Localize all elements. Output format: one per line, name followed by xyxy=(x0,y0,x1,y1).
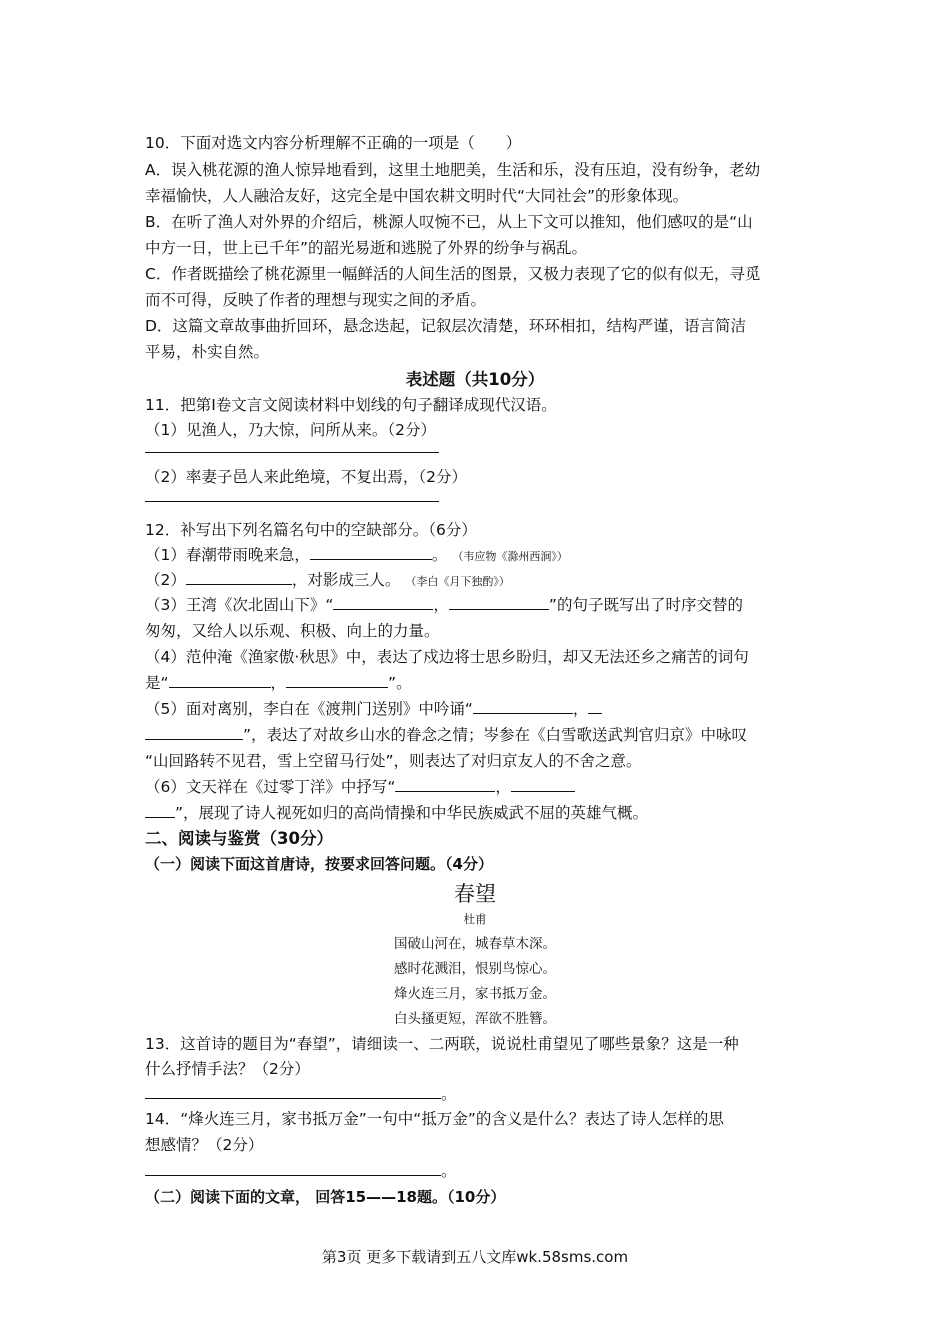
q12-item-5-comma: ， xyxy=(572,700,589,718)
q11-part2: （2）率妻子邑人来此绝境，不复出焉，（2分） xyxy=(145,468,467,486)
q12-item-6-rest: ”，展现了诗人视死如归的高尚情操和中华民族威武不屈的英雄气概。 xyxy=(175,804,649,822)
section-heading-express: 表述题（共10分） xyxy=(405,370,545,389)
part1-heading: （一）阅读下面这首唐诗，按要求回答问题。（4分） xyxy=(145,855,493,873)
poem-line-3: 烽火连三月，家书抵万金。 xyxy=(394,986,556,1002)
q12-blank-5a[interactable] xyxy=(473,698,573,714)
q10-option-b: B．在听了渔人对外界的介绍后，桃源人叹惋不已，从上下文可以推知，他们感叹的是“山 xyxy=(145,213,753,231)
q11-answer-line-1[interactable] xyxy=(145,452,439,453)
q12-item-6-comma: ， xyxy=(495,778,511,796)
q12-item-5-text: （5）面对离别，李白在《渡荆门送别》中吟诵“ xyxy=(145,700,473,718)
q12-blank-4a[interactable] xyxy=(169,672,271,688)
q14-answer xyxy=(145,1160,457,1182)
q12-item-3-rest: ”的句子既写出了时序交替的 xyxy=(548,596,743,614)
q12-item-6 xyxy=(145,776,575,798)
poem-line-2: 感时花溅泪，恨别鸟惊心。 xyxy=(394,961,556,977)
q13-stem-cont: 什么抒情手法？（2分） xyxy=(145,1060,310,1078)
q12-item-2-source: （李白《月下独酌》） xyxy=(405,575,510,588)
q12-stem: 12．补写出下列名篇名句中的空缺部分。（6分） xyxy=(145,521,477,539)
section-heading-reading: 二、阅读与鉴赏（30分） xyxy=(145,829,333,848)
q10-option-d: D．这篇文章故事曲折回环，悬念迭起，记叙层次清楚，环环相扣，结构严谨，语言简洁 xyxy=(145,317,746,335)
q12-item-3 xyxy=(145,594,743,616)
q11-answer-line-2[interactable] xyxy=(145,501,439,502)
q12-item-6-cont xyxy=(145,802,648,824)
q12-blank-5b[interactable] xyxy=(145,724,243,740)
q11-part1: （1）见渔人，乃大惊，问所从来。（2分） xyxy=(145,421,436,439)
q12-blank-3b[interactable] xyxy=(449,594,549,610)
q12-item-2-end: ，对影成三人。 xyxy=(291,571,401,589)
q12-item-4-open: 是“ xyxy=(145,674,169,692)
q14-stem-cont: 想感情？（2分） xyxy=(145,1136,264,1154)
q14-answer-line[interactable] xyxy=(145,1160,441,1176)
q10-option-a-cont: 幸福愉快，人人融洽友好，这完全是中国农耕文明时代“大同社会”的形象体现。 xyxy=(145,187,689,205)
q12-item-5-cont xyxy=(145,724,747,746)
q12-item-4-close: ”。 xyxy=(388,674,412,692)
q12-item-4: （4）范仲淹《渔家傲·秋思》中，表达了戍边将士思乡盼归，却又无法还乡之痛苦的词句 xyxy=(145,648,749,666)
q12-item-5 xyxy=(145,698,602,720)
q12-blank-6b[interactable] xyxy=(145,802,175,818)
page-footer[interactable]: 第3页 更多下载请到五八文库wk.58sms.com xyxy=(321,1248,629,1266)
q10-stem: 10．下面对选文内容分析理解不正确的一项是（ ） xyxy=(145,134,522,152)
q12-item-1-source: （韦应物《滁州西涧》） xyxy=(452,550,568,563)
q12-item-1 xyxy=(145,544,568,568)
q10-option-c-cont: 而不可得，反映了作者的理想与现实之间的矛盾。 xyxy=(145,291,487,309)
q12-item-4-comma: ， xyxy=(270,674,287,692)
q12-item-5-rest: ”，表达了对故乡山水的眷念之情；岑参在《白雪歌送武判官归京》中咏叹 xyxy=(243,726,748,744)
q11-stem: 11．把第Ⅰ卷文言文阅读材料中划线的句子翻译成现代汉语。 xyxy=(145,396,557,414)
q12-blank-2[interactable] xyxy=(186,569,292,585)
q12-item-6-text: （6）文天祥在《过零丁洋》中抒写“ xyxy=(145,778,396,796)
q12-blank-5b-start[interactable] xyxy=(588,698,602,714)
q12-item-1-end: 。 xyxy=(431,546,448,564)
poem-line-1: 国破山河在，城春草木深。 xyxy=(394,936,556,952)
poem-author: 杜甫 xyxy=(463,912,487,926)
q12-blank-6b-start[interactable] xyxy=(511,776,575,792)
part2-heading: （二）阅读下面的文章， 回答15——18题。（10分） xyxy=(145,1188,506,1206)
q10-option-b-cont: 中方一日，世上已千年”的韶光易逝和逃脱了外界的纷争与祸乱。 xyxy=(145,239,588,257)
q12-item-3-cont: 匆匆，又给人以乐观、积极、向上的力量。 xyxy=(145,622,440,640)
q13-answer xyxy=(145,1083,457,1105)
q14-answer-end: 。 xyxy=(441,1162,457,1180)
q13-answer-line[interactable] xyxy=(145,1083,441,1099)
q10-option-c: C．作者既描绘了桃花源里一幅鲜活的人间生活的图景，又极力表现了它的似有似无，寻觅 xyxy=(145,265,761,283)
q12-item-2-text: （2） xyxy=(145,571,186,589)
q14-stem: 14．“烽火连三月，家书抵万金”一句中“抵万金”的含义是什么？表达了诗人怎样的思 xyxy=(145,1110,724,1128)
q12-blank-6a[interactable] xyxy=(395,776,495,792)
poem-line-4: 白头搔更短，浑欲不胜簪。 xyxy=(394,1011,556,1027)
q13-stem: 13．这首诗的题目为“春望”，请细读一、二两联，说说杜甫望见了哪些景象？这是一种 xyxy=(145,1035,739,1053)
q12-item-2 xyxy=(145,569,510,593)
q10-option-d-cont: 平易，朴实自然。 xyxy=(145,343,270,361)
q10-option-a: A．误入桃花源的渔人惊异地看到，这里土地肥美，生活和乐，没有压迫，没有纷争，老幼 xyxy=(145,161,761,179)
q12-item-3-text: （3）王湾《次北固山下》“ xyxy=(145,596,334,614)
q12-item-5-cont2: “山回路转不见君，雪上空留马行处”，则表达了对归京友人的不舍之意。 xyxy=(145,752,642,770)
q13-answer-end: 。 xyxy=(441,1085,457,1103)
q12-blank-4b[interactable] xyxy=(286,672,388,688)
q12-item-3-comma: ， xyxy=(433,596,449,614)
q12-item-1-text: （1）春潮带雨晚来急， xyxy=(145,546,310,564)
q12-blank-3a[interactable] xyxy=(333,594,433,610)
q12-blank-1[interactable] xyxy=(310,544,432,560)
poem-title: 春望 xyxy=(454,882,496,906)
q12-item-4-cont xyxy=(145,672,412,694)
